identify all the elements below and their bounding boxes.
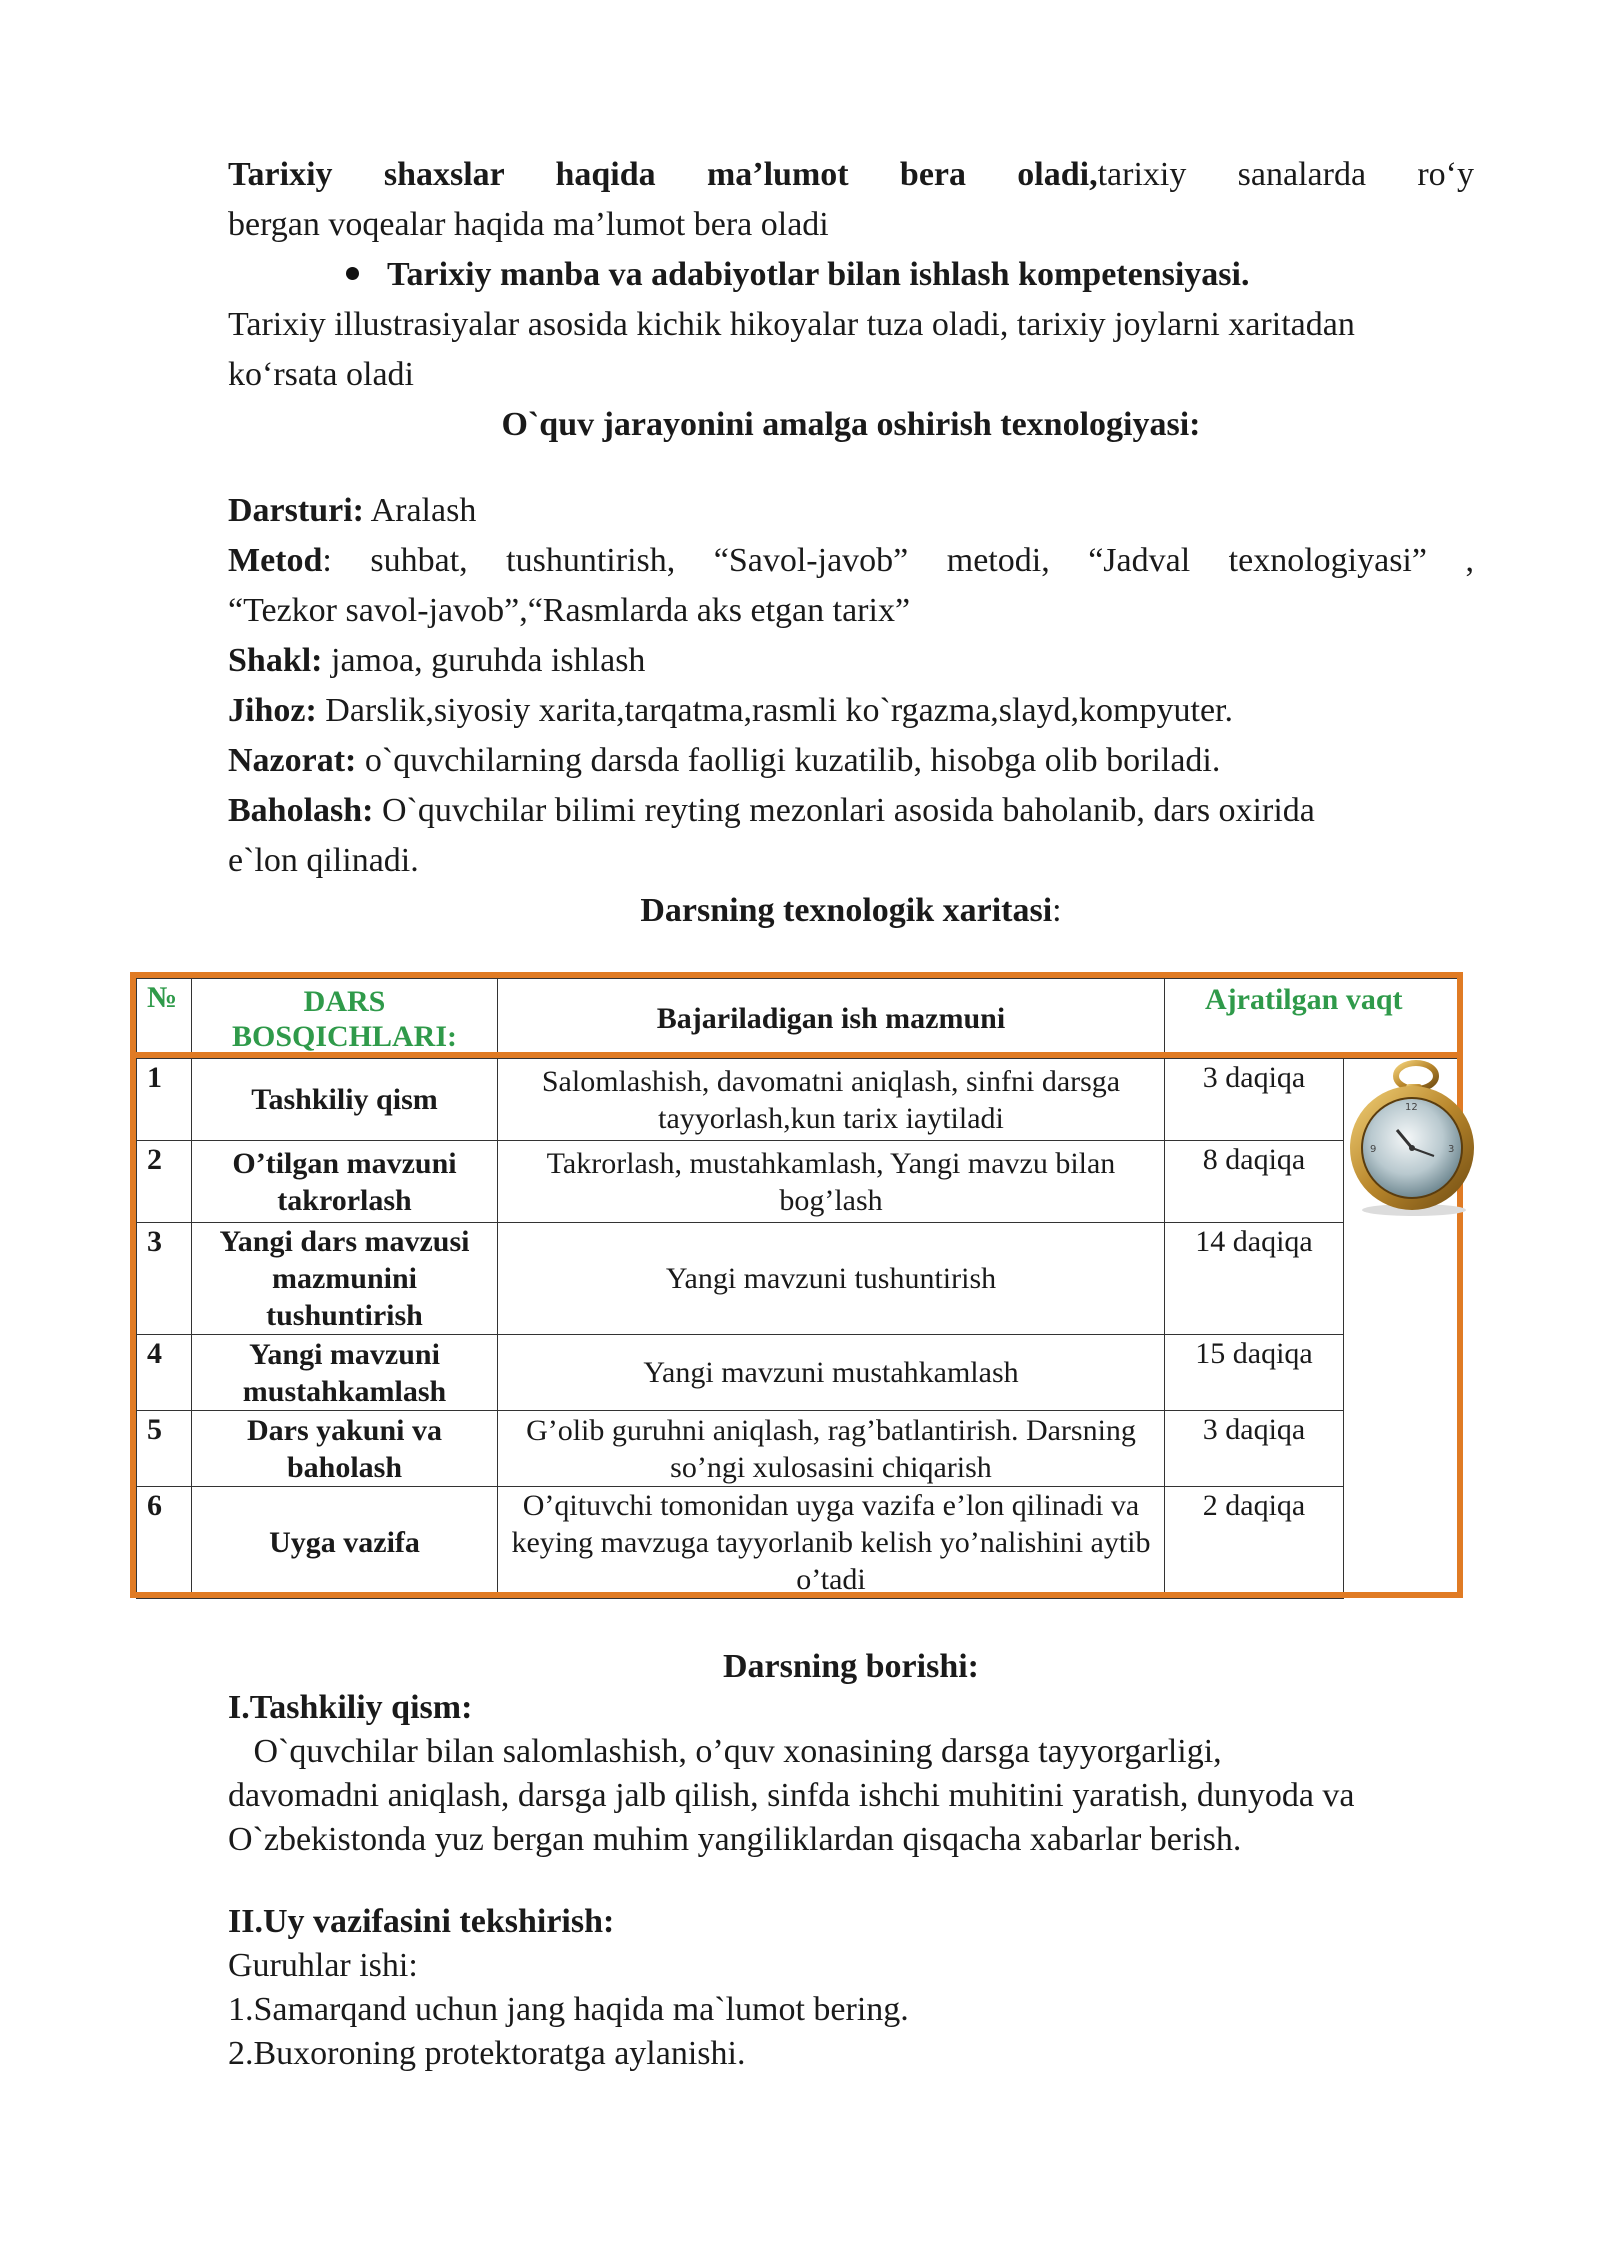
nazorat-label: Nazorat:	[228, 742, 357, 779]
intro-line-4: ko‘rsata oladi	[228, 356, 414, 393]
row-stage: Yangi mavzuni mustahkamlash	[192, 1335, 498, 1411]
jihoz-value: Darslik,siyosiy xarita,tarqatma,rasmli ko`rgazma,slayd,kompyuter.	[316, 692, 1233, 729]
section1-line-2: davomadni aniqlash, darsga jalb qilish, sinfda ishchi muhitini yaratish, dunyoda va	[228, 1777, 1355, 1814]
metod-field	[228, 536, 1474, 586]
map-heading	[228, 886, 1474, 936]
section1-line-3: O`zbekistonda yuz bergan muhim yangiliklardan qisqacha xabarlar berish.	[228, 1821, 1242, 1858]
intro-line-2: bergan voqealar haqida ma’lumot bera oladi	[228, 206, 829, 243]
row-num: 6	[137, 1487, 192, 1599]
row-content: G’olib guruhni aniqlash, rag’batlantirish. Darsning so’ngi xulosasini chiqarish	[498, 1411, 1165, 1487]
row-num: 4	[137, 1335, 192, 1411]
baholash-label: Baholash:	[228, 792, 374, 829]
header-content: Bajariladigan ish mazmuni	[498, 979, 1165, 1059]
intro-bold-text: Tarixiy shaxslar haqida ma’lumot bera oladi,	[228, 156, 1098, 193]
shakl-label: Shakl:	[228, 642, 323, 679]
borishi-heading: Darsning borishi:	[723, 1648, 979, 1685]
jihoz-field	[228, 686, 1233, 736]
intro-line-3: Tarixiy illustrasiyalar asosida kichik hikoyalar tuza oladi, tarixiy joylarni xaritadan	[228, 306, 1355, 343]
header-time: Ajratilgan vaqt	[1165, 979, 1458, 1059]
bullet-text: Tarixiy manba va adabiyotlar bilan ishlash kompetensiyasi.	[387, 256, 1250, 293]
nazorat-field	[228, 736, 1220, 786]
row-num: 5	[137, 1411, 192, 1487]
header-stages: DARS BOSQICHLARI:	[192, 979, 498, 1059]
row-time: 3 daqiqa	[1165, 1059, 1344, 1141]
row-stage: Tashkiliy qism	[192, 1059, 498, 1141]
bullet-item	[346, 250, 1249, 300]
section2-line-1: Guruhlar ishi:	[228, 1947, 418, 1984]
header-num: №	[137, 979, 192, 1059]
row-content: Takrorlash, mustahkamlash, Yangi mavzu bilan bog’lash	[498, 1141, 1165, 1223]
row-time: 14 daqiqa	[1165, 1223, 1344, 1335]
row-num: 1	[137, 1059, 192, 1141]
section2-line-3: 2.Buxoroning protektoratga aylanishi.	[228, 2035, 746, 2072]
row-time: 2 daqiqa	[1165, 1487, 1344, 1599]
section1-title: I.Tashkiliy qism:	[228, 1689, 473, 1726]
section2-line-2: 1.Samarqand uchun jang haqida ma`lumot bering.	[228, 1991, 909, 2028]
baholash-field	[228, 786, 1315, 836]
pocket-watch-icon	[1342, 1060, 1480, 1220]
row-content: Yangi mavzuni mustahkamlash	[498, 1335, 1165, 1411]
row-stage: Uyga vazifa	[192, 1487, 498, 1599]
darsturi-field	[228, 486, 476, 536]
metod-value-1: : suhbat, tushuntirish, “Savol-javob” metodi, “Jadval texnologiyasi” ,	[322, 542, 1474, 579]
tech-heading: O`quv jarayonini amalga oshirish texnologiyasi:	[501, 406, 1201, 443]
svg-text:3: 3	[1448, 1144, 1455, 1155]
map-heading-text: Darsning texnologik xaritasi	[640, 892, 1053, 929]
metod-value-2: “Tezkor savol-javob”,“Rasmlarda aks etgan tarix”	[228, 592, 911, 629]
table-orange-frame	[130, 972, 1463, 1598]
row-content: O’qituvchi tomonidan uyga vazifa e’lon qilinadi va keying mavzuga tayyorlanib kelish yo’nalishini aytib o’tadi	[498, 1487, 1165, 1599]
svg-text:9: 9	[1370, 1144, 1377, 1155]
intro-rest-text: tarixiy sanalarda ro‘y	[1097, 156, 1474, 193]
row-content: Salomlashish, davomatni aniqlash, sinfni darsga tayyorlash,kun tarix iaytiladi	[498, 1059, 1165, 1141]
table-header-frame	[130, 972, 1463, 1058]
baholash-value-1: O`quvchilar bilimi reyting mezonlari asosida baholanib, dars oxirida	[373, 792, 1315, 829]
darsturi-value: Aralash	[363, 492, 477, 529]
baholash-value-2: e`lon qilinadi.	[228, 842, 419, 879]
shakl-field	[228, 636, 645, 686]
row-num: 3	[137, 1223, 192, 1335]
row-time: 3 daqiqa	[1165, 1411, 1344, 1487]
darsturi-label: Darsturi:	[228, 492, 364, 529]
section1-line-1: O`quvchilar bilan salomlashish, o’quv xonasining darsga tayyorgarligi,	[228, 1733, 1222, 1770]
bullet-dot-icon	[346, 267, 359, 280]
row-stage: Dars yakuni va baholash	[192, 1411, 498, 1487]
nazorat-value: o`quvchilarning darsda faolligi kuzatilib, hisobga olib boriladi.	[356, 742, 1221, 779]
row-num: 2	[137, 1141, 192, 1223]
row-time: 15 daqiqa	[1165, 1335, 1344, 1411]
row-stage: O’tilgan mavzuni takrorlash	[192, 1141, 498, 1223]
jihoz-label: Jihoz:	[228, 692, 317, 729]
row-content: Yangi mavzuni tushuntirish	[498, 1223, 1165, 1335]
map-heading-colon: :	[1052, 892, 1062, 929]
shakl-value: jamoa, guruhda ishlash	[322, 642, 646, 679]
row-time: 8 daqiqa	[1165, 1141, 1344, 1223]
section2-title: II.Uy vazifasini tekshirish:	[228, 1903, 615, 1940]
row-stage: Yangi dars mavzusi mazmunini tushuntirish	[192, 1223, 498, 1335]
metod-label: Metod	[228, 542, 323, 579]
intro-line-1	[228, 150, 1474, 200]
svg-text:12: 12	[1405, 1102, 1418, 1113]
